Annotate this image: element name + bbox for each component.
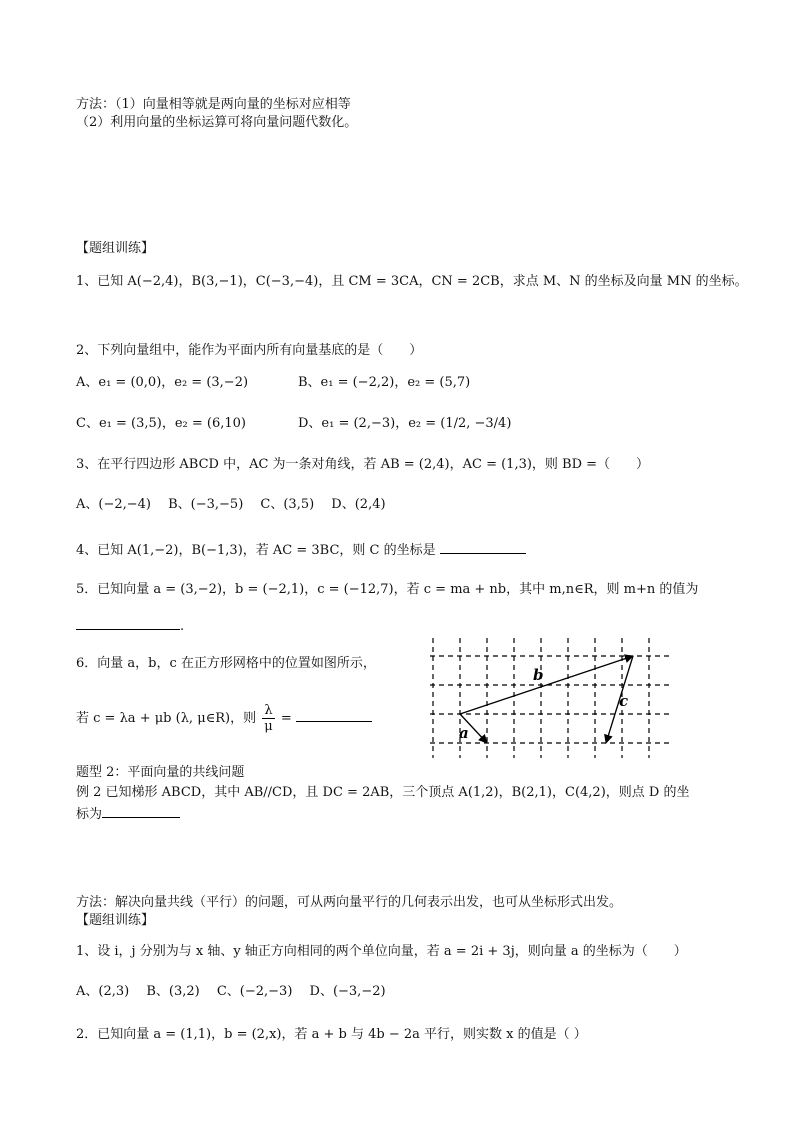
question-4-text: 4、已知 A(1,−2)，B(−1,3)，若 AC = 3BC，则 C 的坐标是 [76, 543, 436, 558]
type-2-title: 题型 2：平面向量的共线问题 [76, 765, 245, 780]
equals-sign: = [280, 711, 292, 726]
lambda-over-mu-fraction [262, 703, 274, 734]
question-2-option-c: C、e₁ = (3,5)，e₂ = (6,10) [76, 416, 246, 431]
question-5-answer-line [76, 616, 184, 636]
question-5: 5．已知向量 a = (3,−2)，b = (−2,1)，c = (−12,7)，若 c = ma + nb，其中 m,n∈R，则 m+n 的值为 [76, 582, 699, 597]
question-3-stem: 3、在平行四边形 ABCD 中，AC 为一条对角线，若 AB = (2,4)，AC = (1,3)，则 BD =（ ） [76, 457, 650, 472]
question-6-answer-blank [296, 708, 372, 722]
question-6-condition: 若 c = λa + μb (λ, μ∈R)，则 [76, 711, 257, 726]
question-3-options: A、(−2,−4) B、(−3,−5) C、(3,5) D、(2,4) [76, 497, 386, 512]
example-2-answer-blank [102, 804, 180, 818]
fraction-denominator: μ [264, 719, 273, 734]
practice-2-question-1-options: A、(2,3) B、(3,2) C、(−2,−3) D、(−3,−2) [76, 984, 386, 999]
method-2: 方法：解决向量共线（平行）的问题，可从两向量平行的几何表示出发，也可从坐标形式出发。 [76, 895, 623, 910]
vector-a-label: a [459, 724, 469, 742]
question-4 [76, 540, 526, 560]
method-line-2: （2）利用向量的坐标运算可将向量问题代数化。 [76, 115, 358, 130]
vector-b-label: b [533, 666, 544, 684]
question-5-answer-blank [76, 616, 180, 630]
section-title-practice-1: 【题组训练】 [76, 241, 155, 256]
question-2-option-a: A、e₁ = (0,0)，e₂ = (3,−2) [76, 375, 249, 390]
section-title-practice-2: 【题组训练】 [76, 913, 155, 928]
practice-2-question-2: 2．已知向量 a = (1,1)，b = (2,x)，若 a + b 与 4b − 2a 平行，则实数 x 的值是（ ） [76, 1027, 587, 1042]
question-2-option-b: B、e₁ = (−2,2)，e₂ = (5,7) [298, 375, 471, 390]
fraction-numerator: λ [262, 703, 274, 719]
practice-2-question-1: 1、设 i，j 分别为与 x 轴、y 轴正方向相同的两个单位向量，若 a = 2i + 3j，则向量 a 的坐标为（ ） [76, 944, 687, 959]
vector-c-label: c [619, 692, 629, 710]
method-line-1: 方法：（1）向量相等就是两向量的坐标对应相等 [76, 97, 351, 112]
question-4-answer-blank [440, 540, 526, 554]
example-2-line-1: 例 2 已知梯形 ABCD，其中 AB//CD，且 DC = 2AB，三个顶点 A(1,2)，B(2,1)，C(4,2)，则点 D 的坐 [76, 785, 690, 800]
question-6-line-2 [76, 703, 372, 734]
question-6-line-1: 6．向量 a，b，c 在正方形网格中的位置如图所示， [76, 656, 376, 671]
question-5-tail: . [180, 619, 185, 634]
question-2-stem: 2、下列向量组中，能作为平面内所有向量基底的是（ ） [76, 343, 423, 358]
question-2-option-d: D、e₁ = (2,−3)，e₂ = (1/2, −3/4) [298, 416, 512, 431]
vector-grid-figure [425, 638, 675, 758]
example-2-prompt: 标为 [76, 807, 103, 822]
example-2-line-2 [76, 804, 180, 824]
question-1: 1、已知 A(−2,4)，B(3,−1)，C(−3,−4)，且 CM = 3CA，CN = 2CB，求点 M、N 的坐标及向量 MN 的坐标。 [76, 274, 748, 289]
